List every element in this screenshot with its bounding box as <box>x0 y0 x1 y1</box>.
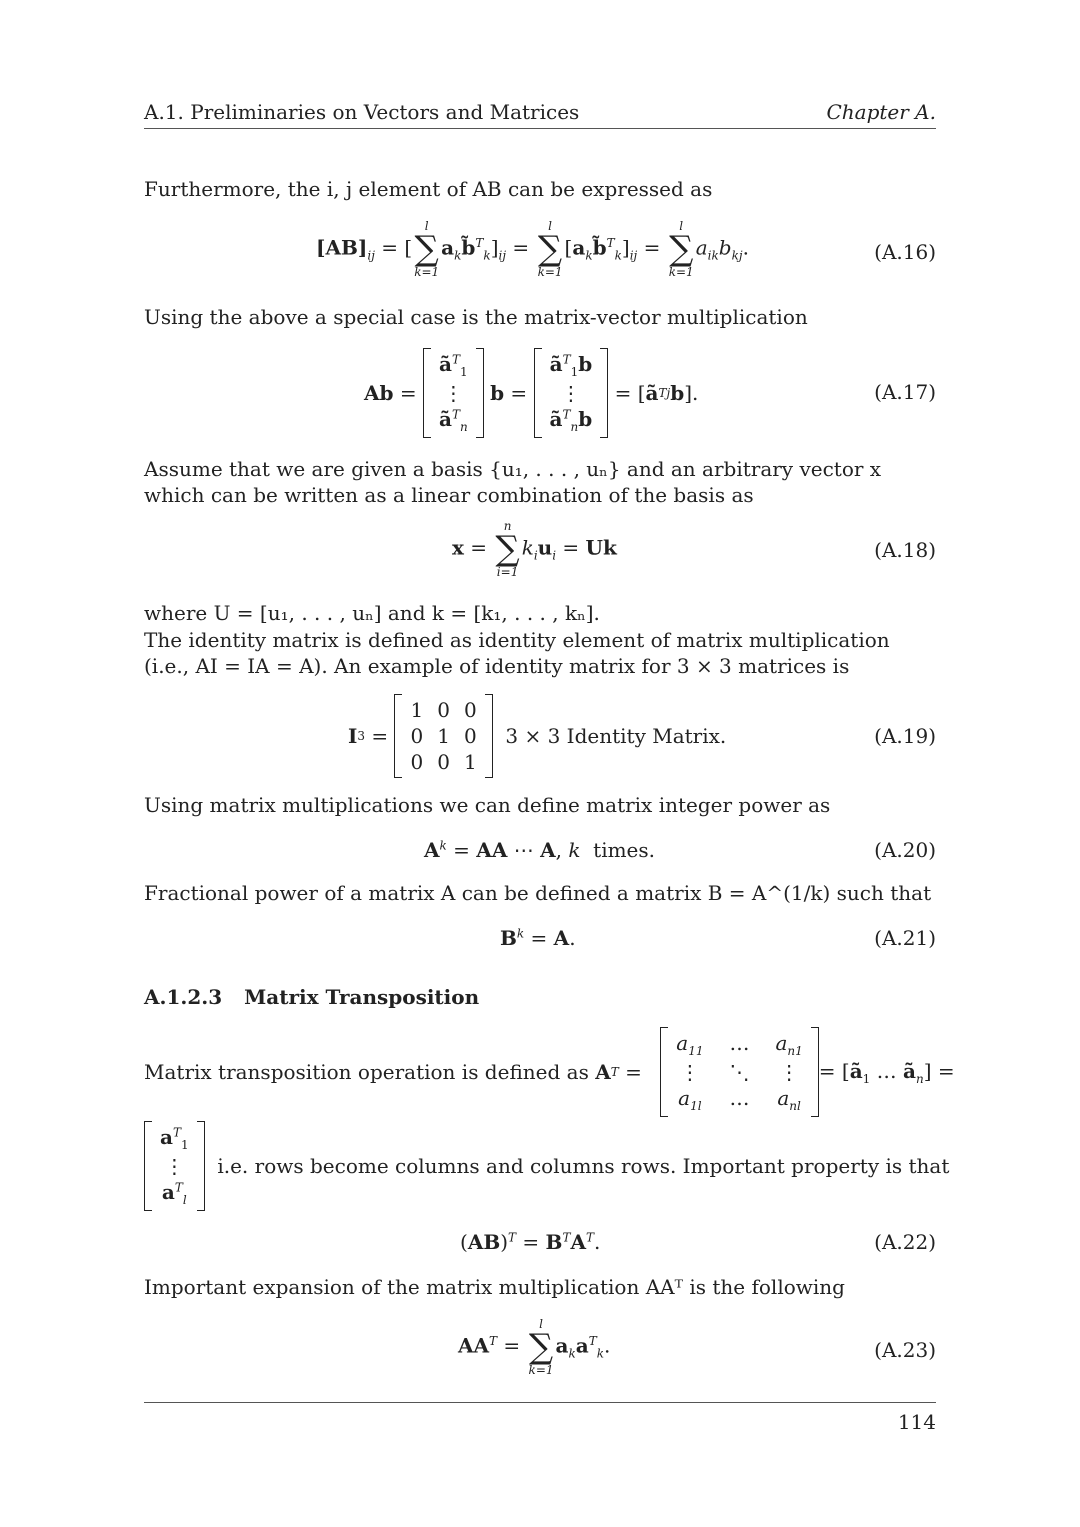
power-times-text: times. <box>593 838 656 862</box>
equation-a21-body: $B^k = A$. <box>500 926 576 950</box>
equation-number-a18: (A.18) <box>874 538 936 562</box>
equation-number-a20: (A.20) <box>874 838 936 862</box>
paragraph-1: Furthermore, the i, j element of AB can be expressed as <box>144 177 713 201</box>
equation-a17-body: Ab = $ã^T_1$ ⋮ $ã^T_n$ b = $ã^T_1b$ ⋮ $ã^T_nb$ = [ ã T j b ]. <box>364 344 698 442</box>
equation-transpose-body: Matrix transposition operation is defined as A T = $a_{11}$ … $a_{n1}$ ⋮ ⋱ ⋮ $a_{1l}$ … $a_{nl}$ = [$ã_1$ … $ã_n$] = <box>144 1026 936 1118</box>
paragraph-3: Assume that we are given a basis {u₁, . . . , uₙ} and an arbitrary vector x which can be written as a linear combination of the basis as <box>144 457 882 507</box>
equation-transpose-rows-body: $a^T_1$ ⋮ $a^T_l$ i.e. rows become columns and columns rows. Important property is that <box>144 1120 949 1212</box>
equation-a22 <box>144 1230 936 1258</box>
equation-a19 <box>144 694 936 778</box>
equation-transpose-rows <box>144 1120 950 1212</box>
equation-a20-body: $A^k$ = AA ⋯ A, k times. <box>424 838 656 862</box>
equation-a20 <box>144 838 936 866</box>
header-chapter: Chapter A. <box>826 100 936 124</box>
paragraph-8: Matrix transposition operation is defined as <box>144 1060 589 1084</box>
footer-rule <box>144 1402 936 1403</box>
equation-number-a17: (A.17) <box>874 380 936 404</box>
paragraph-2: Using the above a special case is the matrix-vector multiplication <box>144 305 808 329</box>
running-header <box>144 100 936 129</box>
equation-number-a23: (A.23) <box>874 1338 936 1362</box>
paragraph-9: i.e. rows become columns and columns rows. Important property is that <box>217 1154 950 1178</box>
section-number: A.1.2.3 <box>144 985 223 1009</box>
equation-a21 <box>144 926 936 954</box>
equation-transpose-definition <box>144 1026 955 1118</box>
section-title: Matrix Transposition <box>244 985 480 1009</box>
paragraph-5: The identity matrix is defined as identity element of matrix multiplication (i.e., AI = IA = A). An example of identity matrix for 3 × 3 matrices is <box>144 628 890 678</box>
section-heading <box>144 985 479 1009</box>
equation-a16 <box>144 220 936 290</box>
equation-number-a19: (A.19) <box>874 724 936 748</box>
paragraph-4: where U = [u₁, . . . , uₙ] and k = [k₁, . . . , kₙ]. <box>144 601 600 625</box>
paragraph-6: Using matrix multiplications we can define matrix integer power as <box>144 793 831 817</box>
paragraph-7: Fractional power of a matrix A can be defined a matrix B = A^(1/k) such that <box>144 881 932 905</box>
equation-a22-body: $(AB)^T = B^TA^T$. <box>460 1230 601 1254</box>
equation-a17 <box>144 344 936 442</box>
page-number: 114 <box>897 1410 936 1434</box>
equation-a19-body: I 3 = 1 0 0 0 1 0 0 0 1 3 × 3 Identity Matrix. <box>348 694 726 778</box>
equation-a23-body: $AA^T$ = l ∑ k=1 $a_ka^T_k$. <box>458 1317 611 1377</box>
equation-a18-body: x = n ∑ i=1 $k_iu_i = Uk$ <box>452 519 617 579</box>
equation-a18 <box>144 520 936 584</box>
equation-number-a22: (A.22) <box>874 1230 936 1254</box>
equation-a16-body: $[AB]_{ij}$ = [ l ∑ k=1 $a_kb̃^T_k]_{ij}$ = l ∑ k=1 $[a_kb̃^T_k]_{ij}$ = l ∑ k=1 $a_{ik}b_{kj}$. <box>316 219 749 279</box>
header-section: A.1. Preliminaries on Vectors and Matrices <box>144 100 580 124</box>
paragraph-10: Important expansion of the matrix multiplication AAᵀ is the following <box>144 1275 845 1299</box>
identity-caption: 3 × 3 Identity Matrix. <box>505 724 727 748</box>
equation-a23 <box>144 1318 936 1384</box>
equation-number-a16: (A.16) <box>874 240 936 264</box>
equation-number-a21: (A.21) <box>874 926 936 950</box>
